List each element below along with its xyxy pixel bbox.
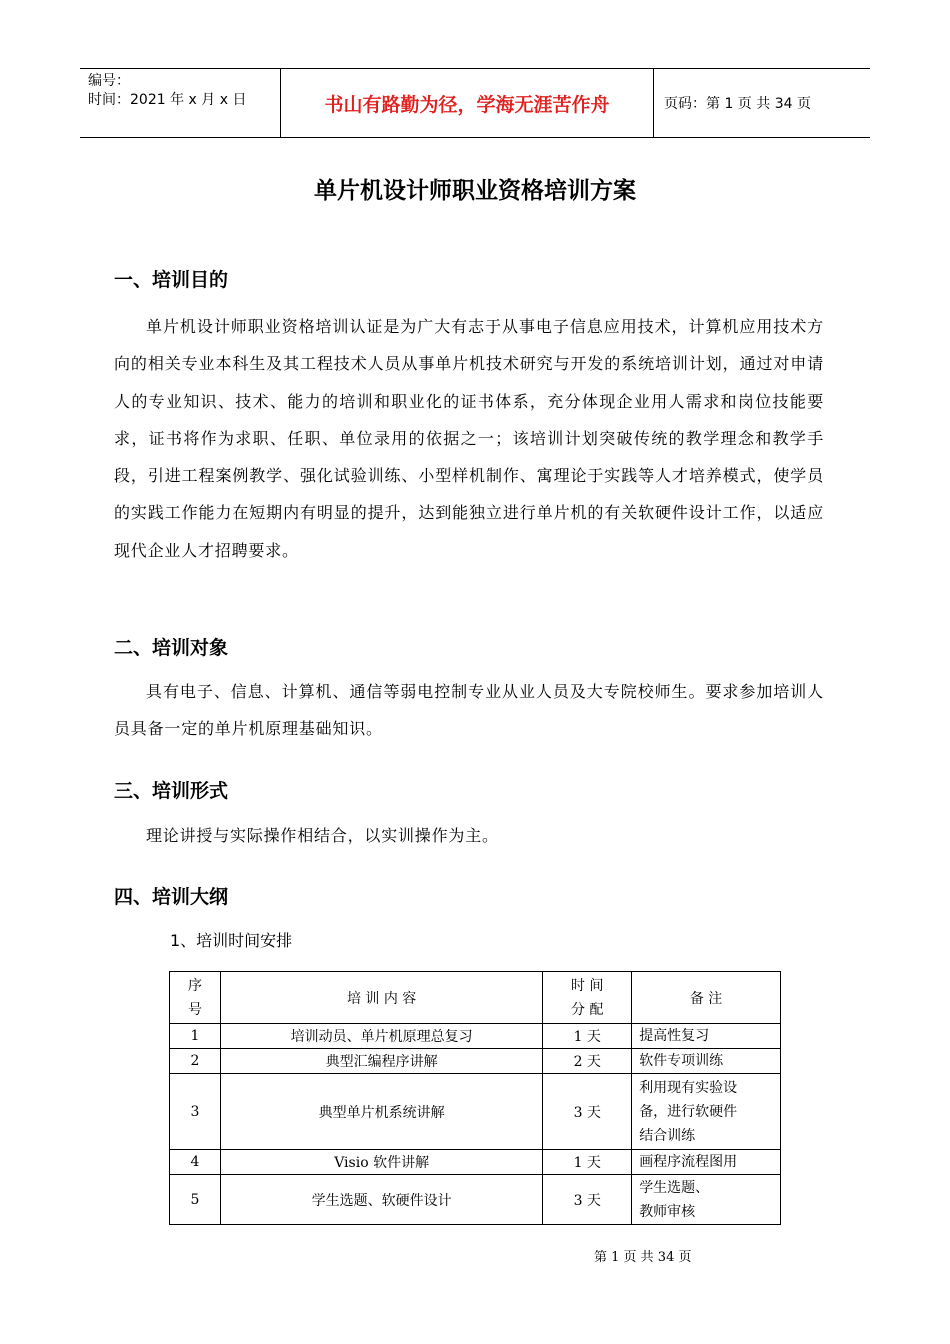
row-note-line: 结合训练 <box>639 1127 696 1144</box>
row-seq: 4 <box>170 1150 221 1175</box>
row-time: 2 天 <box>543 1049 632 1074</box>
table-row <box>170 1024 781 1049</box>
row-note <box>632 1074 781 1150</box>
header-seq <box>170 972 221 1024</box>
row-note: 画程序流程图用 <box>632 1150 781 1175</box>
header-page-info: 页码：第 1 页 共 34 页 <box>664 96 811 112</box>
row-seq: 5 <box>170 1175 221 1225</box>
row-content: 典型汇编程序讲解 <box>220 1049 542 1074</box>
row-time: 1 天 <box>543 1150 632 1175</box>
page-footer: 第 1 页 共 34 页 <box>594 1250 692 1265</box>
section-heading-format: 三、培训形式 <box>114 780 229 802</box>
row-content: 培训动员、单片机原理总复习 <box>220 1024 542 1049</box>
table-row <box>170 1175 781 1225</box>
table-row <box>170 1049 781 1074</box>
section-paragraph-purpose: 单片机设计师职业资格培训认证是为广大有志于从事电子信息应用技术，计算机应用技术方向的相关专业本科生及其工程技术人员从事单片机技术研究与开发的系统培训计划，通过对申请人的专业知识、技术、能力的培训和职业化的证书体系，充分体现企业用人需求和岗位技能要求，证书将作为求职、任职、单位录用的依据之一；该培训计划突破传统的教学理念和教学手段，引进工程案例教学、强化试验训练、小型样机制作、寓理论于实践等人才培养模式，使学员的实践工作能力在短期内有明显的提升，达到能独立进行单片机的有关软硬件设计工作，以适应现代企业人才招聘要求。 <box>114 317 824 560</box>
row-time: 3 天 <box>543 1175 632 1225</box>
section-paragraph-audience: 具有电子、信息、计算机、通信等弱电控制专业从业人员及大专院校师生。要求参加培训人员具备一定的单片机原理基础知识。 <box>114 682 824 739</box>
row-content: Visio 软件讲解 <box>220 1150 542 1175</box>
row-note-line: 学生选题、 <box>639 1179 710 1196</box>
row-time: 3 天 <box>543 1074 632 1150</box>
header-seq-line: 序 <box>187 977 202 994</box>
row-note: 软件专项训练 <box>632 1049 781 1074</box>
header-content: 培 训 内 容 <box>220 972 542 1024</box>
header-time <box>543 972 632 1024</box>
row-content: 典型单片机系统讲解 <box>220 1074 542 1150</box>
document-header <box>80 68 870 138</box>
row-note: 提高性复习 <box>632 1024 781 1049</box>
header-time-line: 分 配 <box>571 1001 604 1018</box>
table-row <box>170 1074 781 1150</box>
document-title: 单片机设计师职业资格培训方案 <box>314 178 636 204</box>
table-row <box>170 1150 781 1175</box>
row-seq: 2 <box>170 1049 221 1074</box>
header-motto: 书山有路勤为径，学海无涯苦作舟 <box>280 69 654 137</box>
header-meta <box>80 69 280 137</box>
table-header-row <box>170 972 781 1024</box>
time-label: 时间：2021 年 x 月 x 日 <box>88 92 247 108</box>
section-heading-outline: 四、培训大纲 <box>114 886 229 908</box>
row-seq: 1 <box>170 1024 221 1049</box>
row-time: 1 天 <box>543 1024 632 1049</box>
row-seq: 3 <box>170 1074 221 1150</box>
schedule-table <box>169 971 781 1225</box>
row-note-line: 备，进行软硬件 <box>639 1103 738 1120</box>
number-label: 编号： <box>88 73 130 89</box>
row-content: 学生选题、软硬件设计 <box>220 1175 542 1225</box>
row-note-line: 教师审核 <box>639 1203 696 1220</box>
header-time-line: 时 间 <box>571 977 604 994</box>
row-note <box>632 1175 781 1225</box>
header-note: 备 注 <box>632 972 781 1024</box>
section-paragraph-format: 理论讲授与实际操作相结合，以实训操作为主。 <box>146 826 499 845</box>
section-heading-purpose: 一、培训目的 <box>114 269 229 291</box>
subheading-schedule: 1、培训时间安排 <box>170 931 293 950</box>
section-heading-audience: 二、培训对象 <box>114 637 229 659</box>
header-seq-line: 号 <box>187 1001 202 1018</box>
row-note-line: 利用现有实验设 <box>639 1079 738 1096</box>
